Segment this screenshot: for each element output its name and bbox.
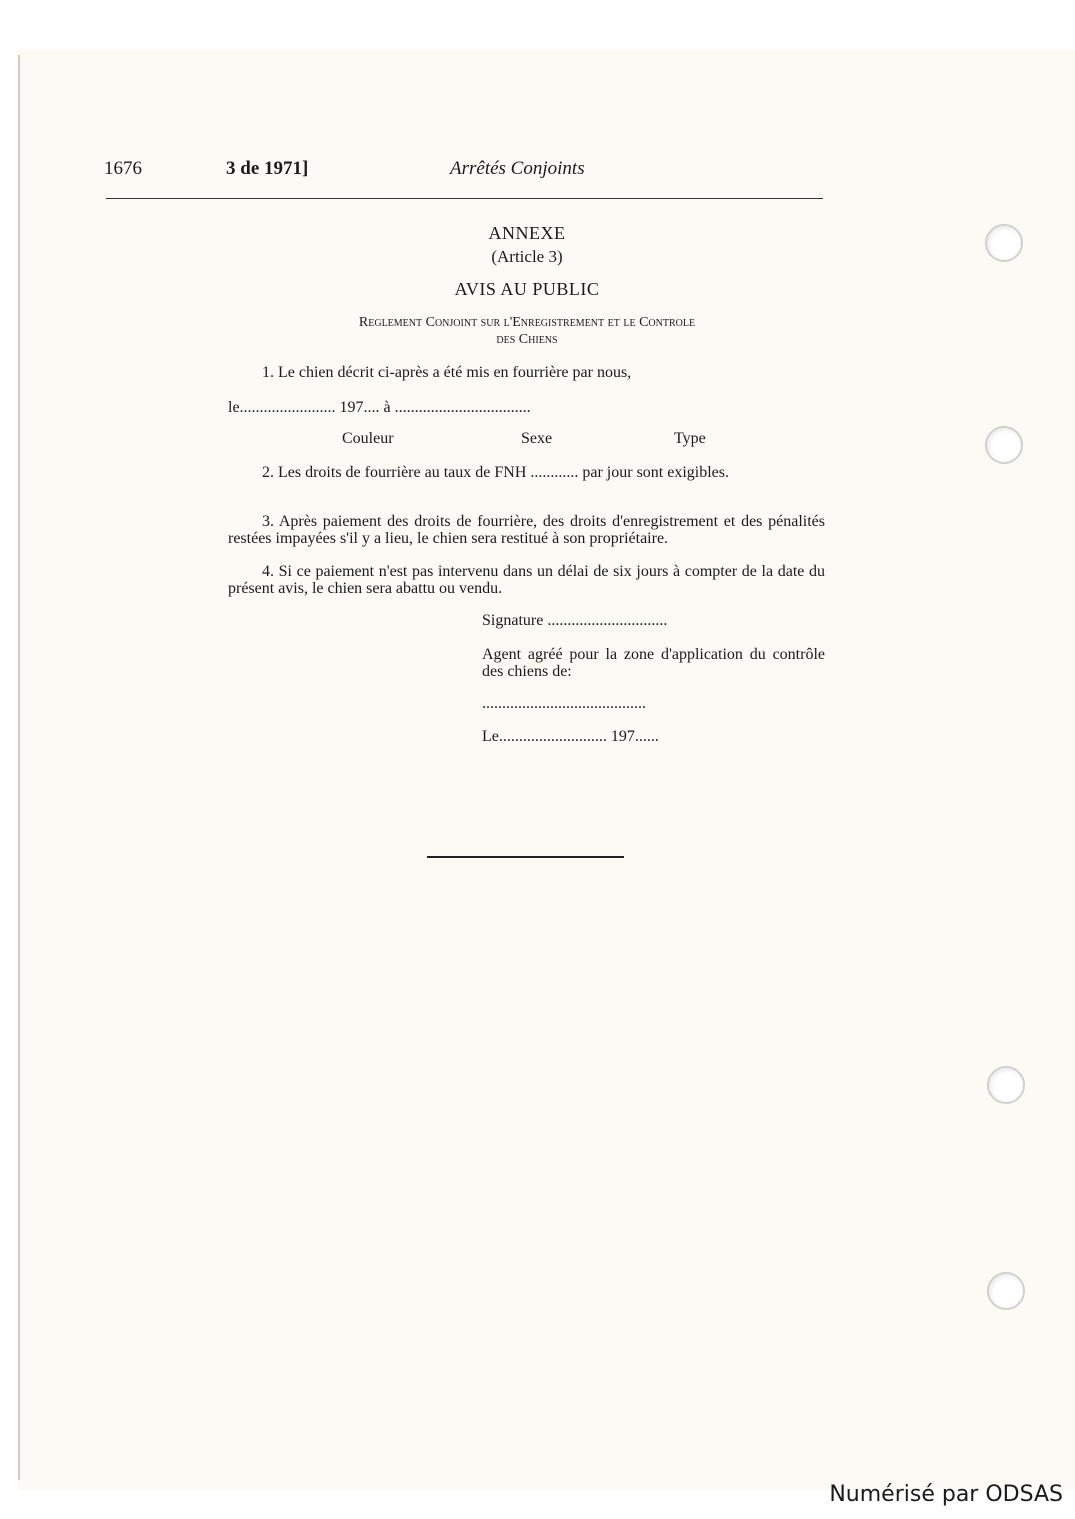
agent-zone-text: Agent agréé pour la zone d'application du contrôle des chiens de: <box>482 646 825 680</box>
end-rule <box>427 856 624 858</box>
paper-edge <box>18 55 20 1480</box>
item-4: 4. Si ce paiement n'est pas intervenu dans un délai de six jours à compter de la date du présent avis, le chien sera abattu ou vendu. <box>228 563 825 597</box>
punch-hole <box>987 1272 1025 1310</box>
agent-zone-dots: ......................................... <box>482 695 646 712</box>
punch-hole <box>985 426 1023 464</box>
column-type: Type <box>674 430 706 447</box>
signature-line: Signature .............................. <box>482 612 668 629</box>
year-reference: 3 de 1971] <box>226 158 309 179</box>
annexe-title: ANNEXE <box>488 223 566 243</box>
running-title: Arrêtés Conjoints <box>450 158 585 179</box>
regulation-title <box>228 314 826 348</box>
item-1: 1. Le chien décrit ci-après a été mis en fourrière par nous, <box>262 364 632 381</box>
article-ref: (Article 3) <box>491 247 563 266</box>
date-line: Le........................... 197...... <box>482 728 659 745</box>
punch-hole <box>985 224 1023 262</box>
item-2: 2. Les droits de fourrière au taux de FNH ............ par jour sont exigibles. <box>262 464 730 481</box>
column-color: Couleur <box>342 430 394 447</box>
punch-hole <box>987 1066 1025 1104</box>
item-3: 3. Après paiement des droits de fourrière, des droits d'enregistrement et des pénalités restées impayées s'il y a lieu, le chien sera restitué à son propriétaire. <box>228 513 825 547</box>
digitized-by-label: Numérisé par ODSAS <box>829 1482 1063 1507</box>
regulation-line-2: des Chiens <box>496 332 558 347</box>
header-rule <box>106 198 823 199</box>
date-place-line: le........................ 197.... à .................................. <box>228 399 531 416</box>
regulation-line-1: Reglement Conjoint sur l'Enregistrement et le Controle <box>358 315 696 330</box>
page-number: 1676 <box>104 158 142 179</box>
notice-title: AVIS AU PUBLIC <box>454 279 600 299</box>
column-sex: Sexe <box>521 430 553 447</box>
